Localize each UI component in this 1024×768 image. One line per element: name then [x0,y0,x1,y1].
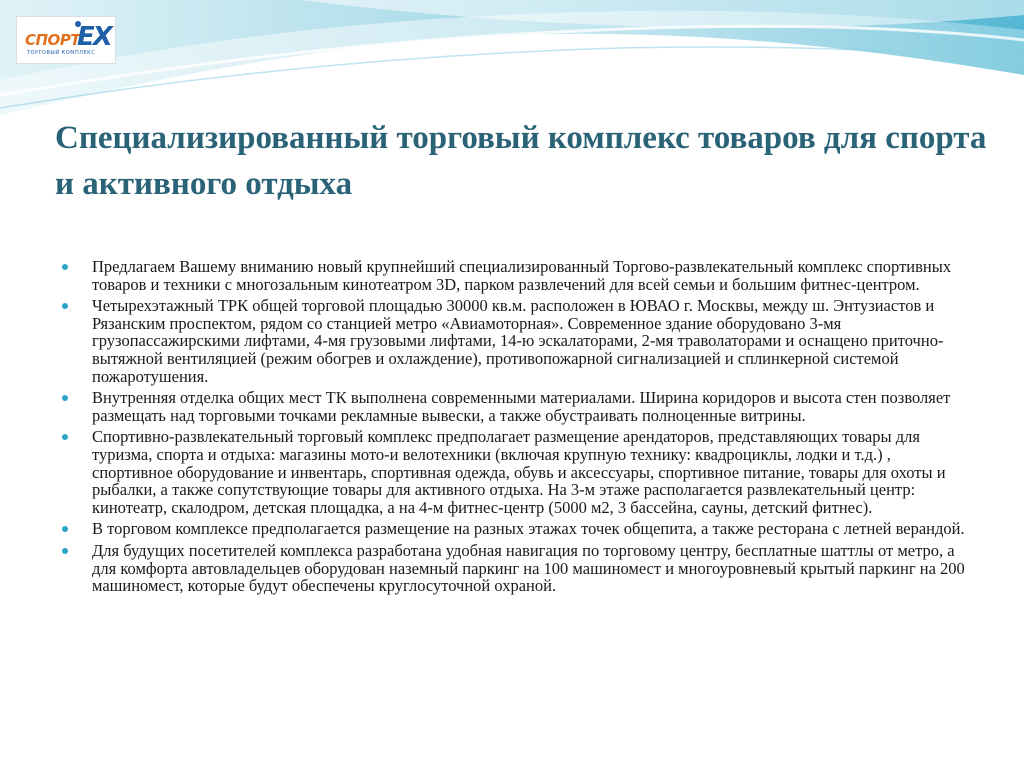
paragraph-text: Четырехэтажный ТРК общей торговой площадью 30000 кв.м. расположен в ЮВАО г. Москвы, между ш. Энтузиастов и Рязанским проспектом, рядом со станцией метро «Авиамоторная». Современное здание оборудовано 3-мя грузопассажирскими лифтами, 4-мя грузовыми лифтами, 14-ю эскалаторами, 2-мя траволаторами и оснащено приточно-вытяжной вентиляцией (режим обогрев и охлаждение), противопожарной сигнализацией и сплинкерной системой пожаротушения. [92,296,944,386]
paragraph-text: В торговом комплексе предполагается размещение на разных этажах точек общепита, а также ресторана с летней верандой. [92,519,965,539]
bullet-icon [62,395,68,401]
list-item [62,258,967,293]
bullet-icon [62,548,68,554]
list-item [62,542,967,595]
paragraph-text: Предлагаем Вашему вниманию новый крупнейший специализированный Торгово-развлекательный комплекс спортивных товаров и техники с многозальным кинотеатром 3D, парком развлечений для всей семьи и большим фитнес-центром. [92,257,952,294]
slide-title: Специализированный торговый комплекс товаров для спорта и активного отдыха [55,120,987,202]
bullet-icon [62,434,68,440]
brand-logo [16,16,116,64]
paragraph-text: Спортивно-развлекательный торговый комплекс предполагает размещение арендаторов, представляющих товары для туризма, спорта и отдыха: магазины мото-и велотехники (включая крупную технику: квадроциклы, лодки и т.д.) , спортивное оборудование и инвентарь, спортивная одежда, обувь и аксессуары, спортивное питание, товары для охоты и рыбалки, а также сопутствующие товары для активного отдыха. На 3-м этаже располагается развлекательный центр: кинотеатр, скалодром, детская площадка, а на 4-м фитнес-центр (5000 м2, 3 бассейна, сауны, детский фитнес). [92,427,946,517]
content-list [62,258,967,599]
paragraph-text: Внутренняя отделка общих мест ТК выполнена современными материалами. Ширина коридоров и высота стен позволяет размещать над торговыми точками рекламные вывески, а также обустраивать полноценные витрины. [92,388,951,425]
logo-brand-text: СПОРТ [25,31,81,49]
bullet-icon [62,303,68,309]
bullet-icon [62,526,68,532]
list-item [62,297,967,385]
paragraph-text: Для будущих посетителей комплекса разработана удобная навигация по торговому центру, бесплатные шаттлы от метро, а для комфорта автовладельцев оборудован наземный паркинг на 100 машиномест и многоуровневый крытый паркинг на 200 машиномест, которые будут обеспечены круглосуточной охраной. [92,540,965,596]
logo-subtitle: ТОРГОВЫЙ КОМПЛЕКС [27,50,96,56]
list-item [62,389,967,424]
logo-brand-mark: EX [77,22,111,52]
list-item [62,428,967,516]
list-item [62,520,967,538]
bullet-icon [62,264,68,270]
